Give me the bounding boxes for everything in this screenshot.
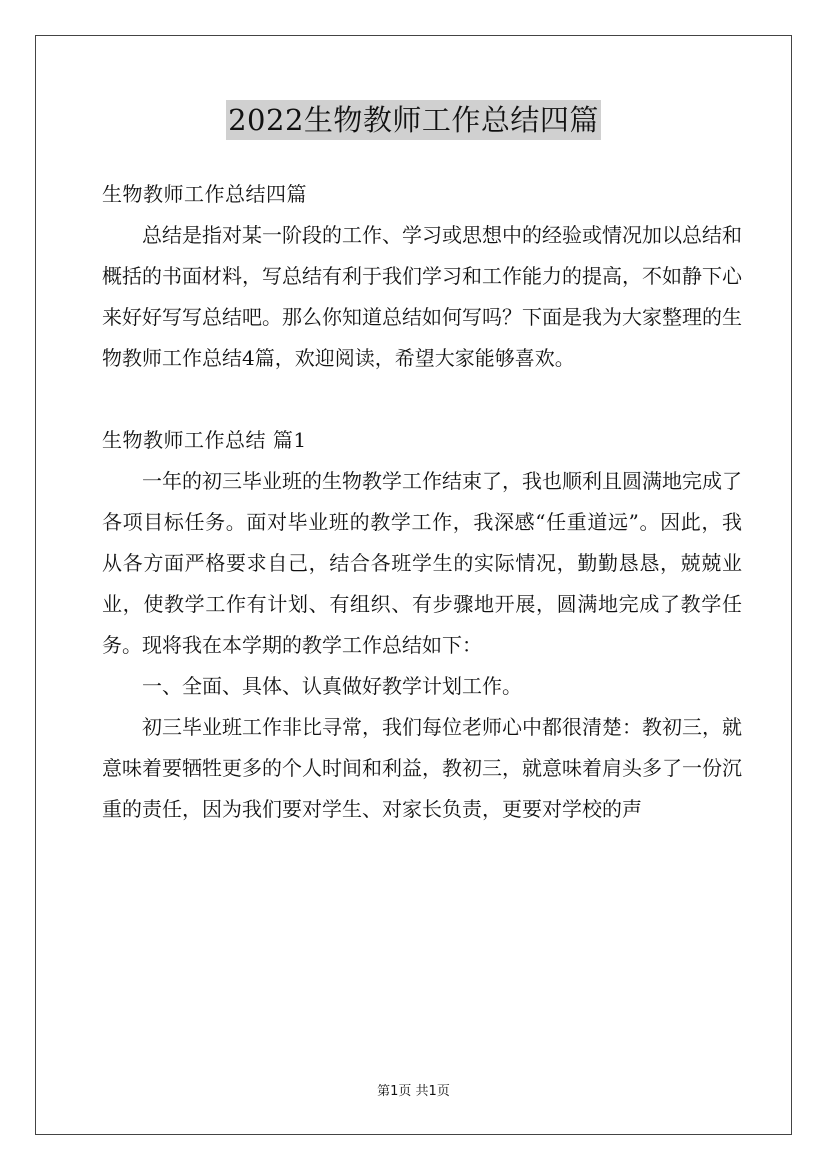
body-paragraph-2: 一、全面、具体、认真做好教学计划工作。 <box>142 674 522 698</box>
title-container <box>0 100 827 140</box>
paragraph-gap <box>102 379 742 420</box>
document-subtitle: 生物教师工作总结四篇 <box>102 182 307 206</box>
page-number: 第1页 共1页 <box>377 1084 450 1099</box>
document-title: 2022生物教师工作总结四篇 <box>226 100 601 140</box>
body-paragraph-3: 初三毕业班工作非比寻常，我们每位老师心中都很清楚：教初三，就意味着要牺牲更多的个人时间和利益，教初三，就意味着肩头多了一份沉重的责任，因为我们要对学生、对家长负责，更要对学校的声 <box>102 715 742 821</box>
section-heading: 生物教师工作总结 篇1 <box>102 428 307 452</box>
page-footer <box>0 1082 827 1102</box>
body-paragraph-1: 一年的初三毕业班的生物教学工作结束了，我也顺利且圆满地完成了各项目标任务。面对毕业班的教学工作，我深感“任重道远”。因此，我从各方面严格要求自己，结合各班学生的实际情况，勤勤恳恳，兢兢业业，使教学工作有计划、有组织、有步骤地开展，圆满地完成了教学任务。现将我在本学期的教学工作总结如下： <box>102 469 742 657</box>
intro-paragraph: 总结是指对某一阶段的工作、学习或思想中的经验或情况加以总结和概括的书面材料，写总结有利于我们学习和工作能力的提高，不如静下心来好好写写总结吧。那么你知道总结如何写吗？下面是我为大家整理的生物教师工作总结4篇，欢迎阅读，希望大家能够喜欢。 <box>102 223 742 370</box>
document-body <box>102 174 742 830</box>
